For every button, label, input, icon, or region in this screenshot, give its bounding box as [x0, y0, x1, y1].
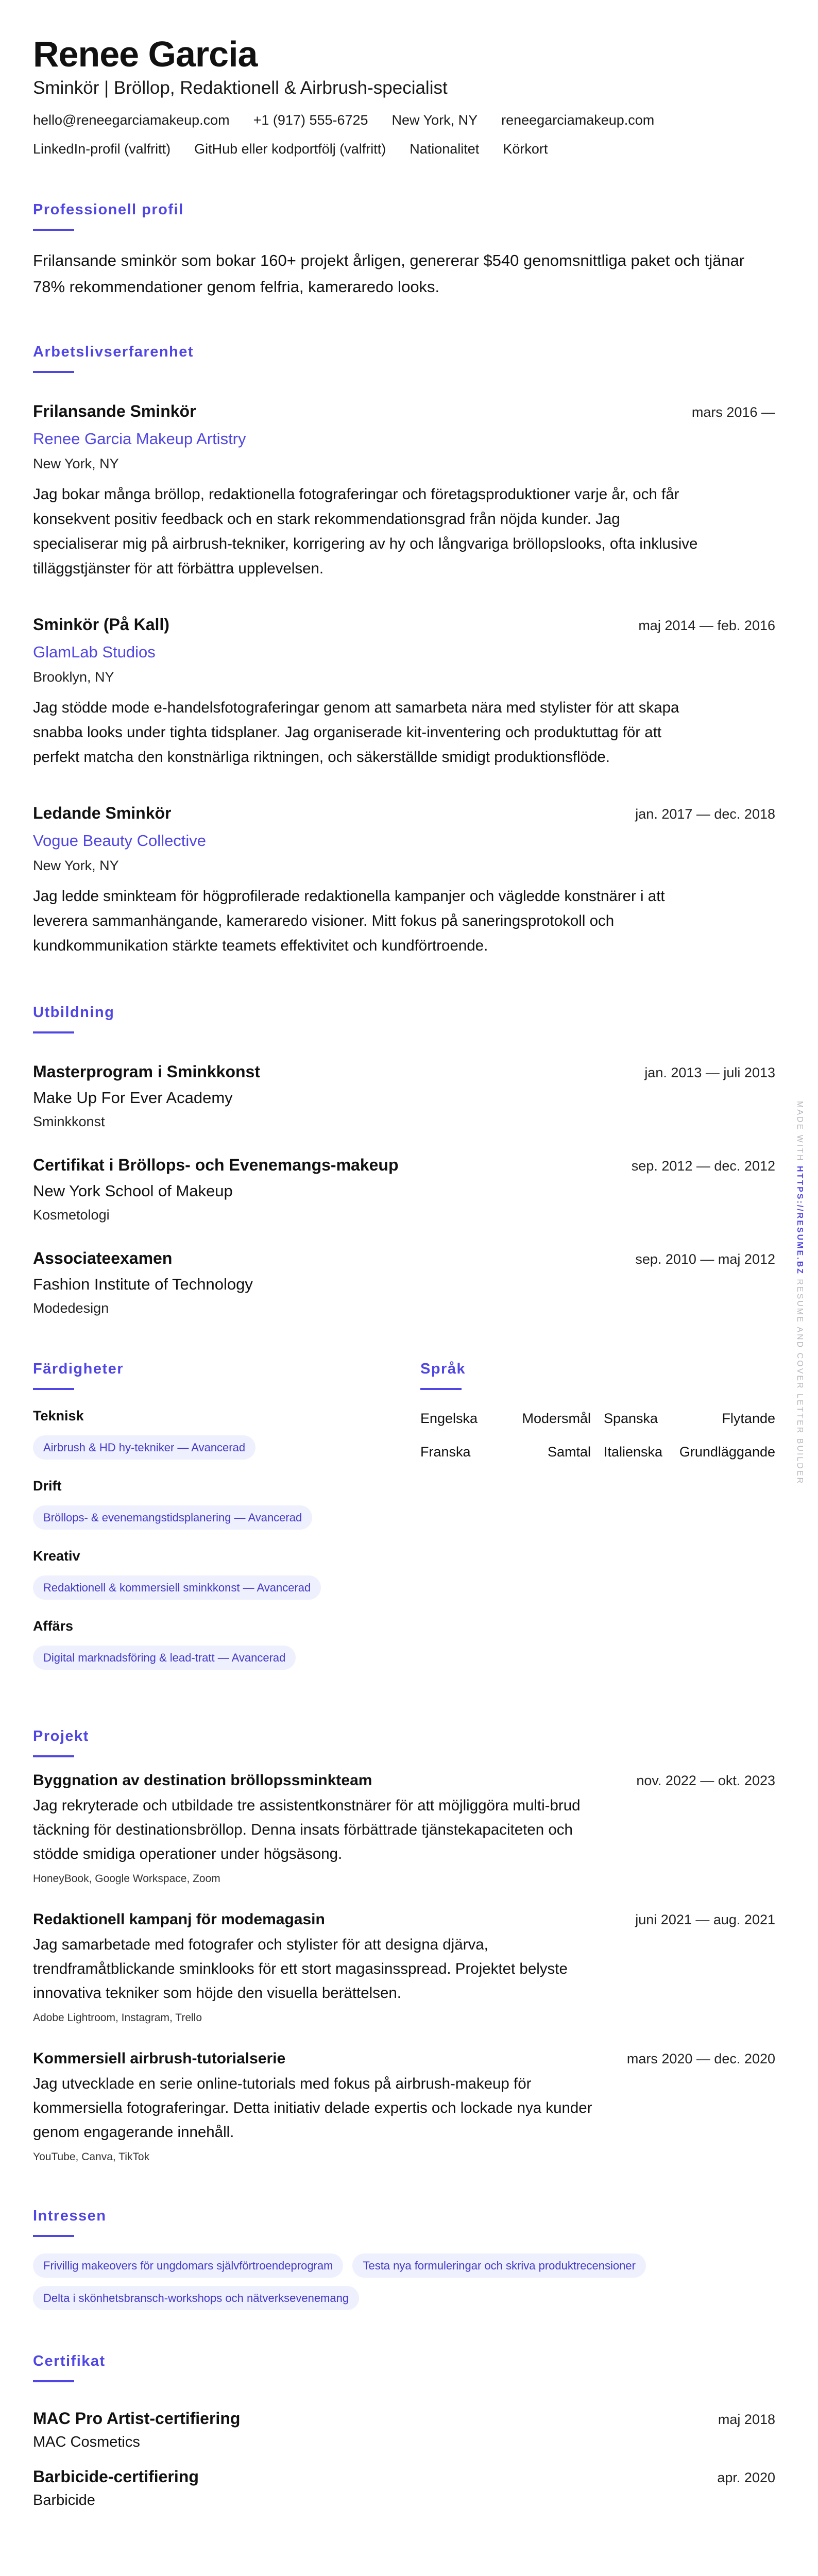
project-name: Redaktionell kampanj för modemagasin	[33, 1911, 325, 1928]
language-level: Samtal	[547, 1444, 591, 1460]
contact-nationality: Nationalitet	[410, 141, 480, 157]
job-location: Brooklyn, NY	[33, 669, 114, 685]
certificate-name: MAC Pro Artist-certifiering	[33, 2409, 241, 2428]
interest-chip: Frivillig makeovers för ungdomars självförtroendeprogram	[33, 2253, 343, 2278]
skill-category: Teknisk	[33, 1408, 84, 1423]
interests-section	[33, 2206, 775, 2310]
language-name: Franska	[420, 1444, 471, 1460]
language-item	[604, 1409, 775, 1428]
language-name: Spanska	[604, 1411, 658, 1426]
project-date: juni 2021 — aug. 2021	[635, 1912, 775, 1927]
contact-list	[33, 111, 775, 158]
projects-section	[33, 1726, 775, 2165]
certificate-date: maj 2018	[718, 2412, 775, 2427]
language-level: Modersmål	[522, 1411, 591, 1426]
degree: Masterprogram i Sminkkonst	[33, 1062, 260, 1081]
skill-chip: Bröllops- & evenemangstidsplanering — Avancerad	[33, 1505, 312, 1530]
resume-page	[33, 0, 775, 2547]
watermark-prefix: MADE WITH	[795, 1101, 804, 1166]
watermark-suffix: RESUME AND COVER LETTER BUILDER	[795, 1275, 804, 1485]
section-divider	[33, 1031, 74, 1033]
section-divider	[33, 2235, 74, 2237]
section-title: Arbetslivserfarenhet	[33, 344, 194, 360]
education-date: sep. 2012 — dec. 2012	[631, 1158, 775, 1174]
job-description: Jag stödde mode e-handelsfotograferingar genom att samarbeta nära med stylister för att skapa snabba looks under tighta tidsplaner. Jag organiserade kit-inventering och produktuttag för att perfekt matcha den konstnärliga riktningen, och säkerställde smidigt produktionsflöde.	[33, 699, 679, 766]
project-tools: Adobe Lightroom, Instagram, Trello	[33, 2012, 202, 2024]
degree: Certifikat i Bröllops- och Evenemangs-makeup	[33, 1156, 399, 1174]
languages-section	[420, 1359, 775, 1670]
section-divider	[33, 229, 74, 231]
project-description: Jag utvecklade en serie online-tutorials med fokus på airbrush-makeup för kommersiella fotograferingar. Detta initiativ delade expertis och lockade nya kunder genom engagerande innehåll.	[33, 2075, 592, 2141]
skills-section	[33, 1359, 420, 1670]
experience-section	[33, 342, 775, 958]
project-description: Jag samarbetade med fotografer och stylister för att designa djärva, trendframåtblickande sminklooks för ett stort magasinsspread. Projektet belyste innovativa tekniker som höjde den visuella berättelsen.	[33, 1936, 568, 2002]
project-date: mars 2020 — dec. 2020	[626, 2051, 775, 2066]
project-name: Byggnation av destination bröllopssminkteam	[33, 1772, 372, 1789]
job-date: jan. 2017 — dec. 2018	[635, 806, 775, 822]
project-date: nov. 2022 — okt. 2023	[636, 1773, 775, 1788]
language-level: Grundläggande	[679, 1444, 775, 1460]
education-date: sep. 2010 — maj 2012	[635, 1251, 775, 1267]
section-title: Certifikat	[33, 2353, 106, 2369]
skill-group	[33, 1617, 420, 1670]
job-date: mars 2016 —	[691, 404, 775, 420]
skill-group	[33, 1477, 420, 1530]
project-tools: HoneyBook, Google Workspace, Zoom	[33, 1873, 220, 1885]
certificate-issuer: MAC Cosmetics	[33, 2434, 140, 2450]
job-company: GlamLab Studios	[33, 643, 156, 661]
resume-header	[33, 35, 775, 158]
contact-github[interactable]: GitHub eller kodportfölj (valfritt)	[194, 141, 386, 157]
certificate-date: apr. 2020	[717, 2470, 775, 2485]
job-date: maj 2014 — feb. 2016	[638, 618, 775, 633]
job-title: Frilansande Sminkör	[33, 402, 196, 420]
education-date: jan. 2013 — juli 2013	[644, 1065, 775, 1080]
section-title: Intressen	[33, 2208, 107, 2224]
section-divider	[33, 371, 74, 373]
project-name: Kommersiell airbrush-tutorialserie	[33, 2050, 286, 2067]
certificate-item	[33, 2407, 775, 2452]
project-tools: YouTube, Canva, TikTok	[33, 2151, 150, 2163]
experience-item	[33, 613, 775, 770]
section-divider	[33, 2380, 74, 2382]
contact-phone[interactable]: +1 (917) 555-6725	[253, 112, 368, 128]
language-item	[604, 1443, 775, 1461]
job-location: New York, NY	[33, 858, 119, 873]
job-company: Vogue Beauty Collective	[33, 832, 207, 850]
job-location: New York, NY	[33, 456, 119, 471]
job-title: Sminkör (På Kall)	[33, 615, 169, 634]
skill-category: Affärs	[33, 1618, 74, 1634]
degree: Associateexamen	[33, 1249, 173, 1267]
contact-website[interactable]: reneegarciamakeup.com	[501, 112, 655, 128]
skill-group	[33, 1547, 420, 1600]
section-divider	[33, 1388, 74, 1390]
education-item	[33, 1154, 775, 1225]
certificate-item	[33, 2465, 775, 2511]
watermark-link[interactable]: HTTPS://RESUME.BZ	[795, 1166, 804, 1275]
project-description: Jag rekryterade och utbildade tre assistentkonstnärer för att möjliggöra multi-brud täckning för destinationsbröllop. Denna insats förbättrade tjänstekapaciteten och stödde smidiga operationer under högsäsong.	[33, 1797, 581, 1862]
interest-chip: Delta i skönhetsbransch-workshops och nätverksevenemang	[33, 2286, 359, 2310]
school: Fashion Institute of Technology	[33, 1275, 253, 1293]
language-item	[420, 1409, 591, 1428]
education-section	[33, 1002, 775, 1318]
education-item	[33, 1060, 775, 1132]
skill-chip: Airbrush & HD hy-tekniker — Avancerad	[33, 1435, 255, 1460]
section-title: Färdigheter	[33, 1361, 124, 1377]
interest-chip: Testa nya formuleringar och skriva produktrecensioner	[352, 2253, 645, 2278]
skill-group	[33, 1406, 420, 1460]
section-title: Professionell profil	[33, 201, 184, 218]
language-level: Flytande	[722, 1411, 775, 1426]
language-list	[420, 1409, 775, 1461]
made-with-watermark	[793, 1101, 806, 1485]
job-description: Jag ledde sminkteam för högprofilerade redaktionella kampanjer och vägledde konstnärer i att leverera sammanhängande, kameraredo visioner. Mitt fokus på saneringsprotokoll och kundkommunikation stärkte teamets effektivitet och kundförtroende.	[33, 888, 665, 954]
language-name: Italienska	[604, 1444, 663, 1460]
project-item	[33, 1908, 775, 2026]
education-item	[33, 1247, 775, 1318]
school: New York School of Makeup	[33, 1182, 233, 1200]
language-name: Engelska	[420, 1411, 478, 1426]
field-of-study: Kosmetologi	[33, 1207, 110, 1223]
contact-linkedin[interactable]: LinkedIn-profil (valfritt)	[33, 141, 171, 157]
section-title: Utbildning	[33, 1004, 115, 1021]
profile-summary: Frilansande sminkör som bokar 160+ projekt årligen, genererar $540 genomsnittliga paket och tjänar 78% rekommendationer genom felfria, kameraredo looks.	[33, 251, 745, 296]
contact-location: New York, NY	[391, 112, 478, 128]
section-title: Språk	[420, 1361, 466, 1377]
skill-chip: Digital marknadsföring & lead-tratt — Avancerad	[33, 1646, 296, 1670]
job-description: Jag bokar många bröllop, redaktionella fotograferingar och företagsproduktioner varje år, och får konsekvent positiv feedback och en stark rekommendationsgrad från nöjda kunder. Jag specialiserar mig på airbrush-tekniker, korrigering av hy och långvariga bröllopslooks, ofta inklusive tilläggstjänster för att förbättra upplevelsen.	[33, 486, 698, 577]
certificate-name: Barbicide-certifiering	[33, 2467, 199, 2486]
project-item	[33, 1769, 775, 1887]
contact-license: Körkort	[503, 141, 548, 157]
interest-list	[33, 2253, 775, 2310]
job-title: Ledande Sminkör	[33, 804, 172, 822]
school: Make Up For Ever Academy	[33, 1089, 233, 1107]
skills-languages-row	[33, 1359, 775, 1670]
skill-category: Kreativ	[33, 1548, 80, 1564]
field-of-study: Sminkkonst	[33, 1114, 105, 1129]
section-divider	[33, 1755, 74, 1757]
experience-item	[33, 400, 775, 581]
skill-category: Drift	[33, 1478, 62, 1494]
job-company: Renee Garcia Makeup Artistry	[33, 430, 246, 448]
project-item	[33, 2047, 775, 2165]
certificates-section	[33, 2351, 775, 2511]
section-divider	[420, 1388, 462, 1390]
candidate-name: Renee Garcia	[33, 34, 258, 74]
language-item	[420, 1443, 591, 1461]
certificate-issuer: Barbicide	[33, 2492, 95, 2509]
field-of-study: Modedesign	[33, 1300, 109, 1316]
profile-section	[33, 199, 775, 300]
skill-chip: Redaktionell & kommersiell sminkkonst — Avancerad	[33, 1575, 321, 1600]
section-title: Projekt	[33, 1728, 89, 1744]
contact-email[interactable]: hello@reneegarciamakeup.com	[33, 112, 230, 128]
candidate-headline: Sminkör | Bröllop, Redaktionell & Airbrush-specialist	[33, 78, 448, 98]
experience-item	[33, 802, 775, 958]
